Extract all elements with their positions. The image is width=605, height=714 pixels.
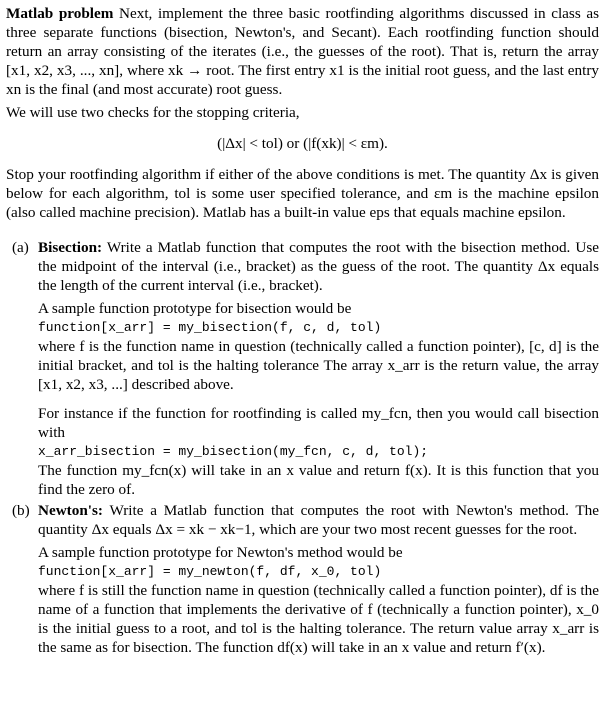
prototype-intro: A sample function prototype for bisection would be <box>38 300 352 317</box>
example-code: x_arr_bisection = my_bisection(my_fcn, c, d, tol); <box>38 444 429 459</box>
item-title: Newton's: <box>38 502 103 519</box>
checks-intro: We will use two checks for the stopping criteria, <box>6 104 300 121</box>
problem-heading: Matlab problem <box>6 5 114 22</box>
example-intro: For instance if the function for rootfinding is called my_fcn, then you would call bisection with <box>38 405 599 441</box>
intro-paragraph <box>6 4 599 99</box>
prototype-intro: A sample function prototype for Newton's method would be <box>38 544 403 561</box>
document <box>6 4 599 657</box>
item-bisection <box>6 238 599 499</box>
item-description: Write a Matlab function that computes the root with the bisection method. Use the midpoint of the interval (i.e., bracket) as the guess of the root. The quantity Δx equals the length of the current interval (i.e., bracket). <box>38 239 599 294</box>
stopping-criteria: (|Δx| < tol) or (|f(xk)| < εm). <box>217 135 388 152</box>
prototype-code: function[x_arr] = my_bisection(f, c, d, tol) <box>38 320 382 335</box>
intro-text: Next, implement the three basic rootfinding algorithms discussed in class as three separate functions (bisection, Newton's, and Secant). Each rootfinding function should return an array consisting of the iterates (i.e., the guesses of the root). That is, return the array [x1, x2, x3, ..., xn], where xk → root. The first entry x1 is the initial root guess, and the last entry xn is the final (and most accurate) root guess. <box>6 5 599 98</box>
prototype-description: where f is the function name in question (technically called a function pointer), [c, d] is the initial bracket, and tol is the halting tolerance The array x_arr is the return value, the array [x1, x2, x3, ...] described above. <box>38 338 599 393</box>
stop-paragraph: Stop your rootfinding algorithm if either of the above conditions is met. The quantity Δx is given below for each algorithm, tol is some user specified tolerance, and εm is the machine epsilon (also called machine precision). Matlab has a built-in value eps that equals machine epsilon. <box>6 166 599 221</box>
example-description: The function my_fcn(x) will take in an x value and return f(x). It is this function that you find the zero of. <box>38 462 599 498</box>
item-label: (b) <box>12 502 30 519</box>
item-label: (a) <box>12 239 29 256</box>
prototype-code: function[x_arr] = my_newton(f, df, x_0, tol) <box>38 564 382 579</box>
item-description: Write a Matlab function that computes the root with Newton's method. The quantity Δx equals Δx = xk − xk−1, which are your two most recent guesses for the root. <box>38 502 599 538</box>
item-title: Bisection: <box>38 239 103 256</box>
prototype-description: where f is still the function name in question (technically called a function pointer), df is the name of a function that implements the derivative of f (technically a function pointer), x_0 is the initial guess to a root, and tol is the halting tolerance. The return value array x_arr is the same as for bisection. The function df(x) will take in an x value and return f′(x). <box>38 582 599 656</box>
item-newton <box>6 501 599 657</box>
